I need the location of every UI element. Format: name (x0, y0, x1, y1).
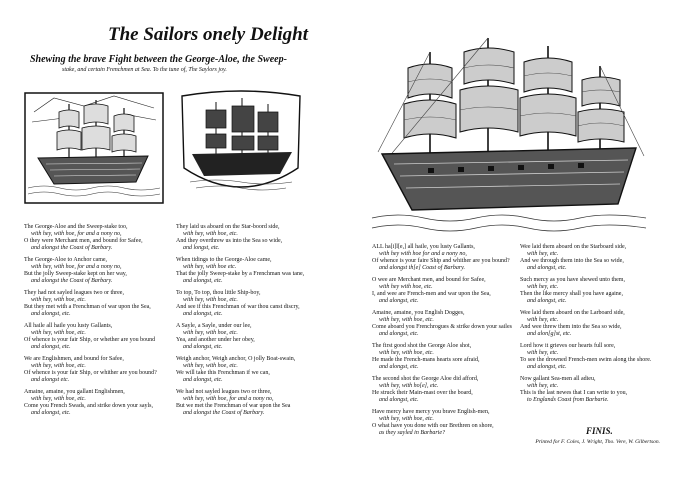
verse-line: O they were Merchant men, and bound for Safee, (24, 238, 143, 244)
stanza (176, 257, 326, 285)
verse-line: and alongst, etc. (527, 364, 567, 370)
verse-line: Wee laid them aboard on the Starboard side, (520, 244, 627, 250)
stanza (24, 389, 172, 417)
stanza (24, 356, 172, 384)
stanza (176, 224, 326, 252)
verse-line: with hey, with hoe, etc. (379, 317, 434, 323)
verse-column-3 (372, 244, 518, 442)
verse-line: Yea, and another under her obey, (176, 337, 255, 343)
finis-mark: FINIS. (586, 426, 613, 436)
stanza (520, 310, 662, 338)
verse-line: with hey, with hoe, etc. (183, 330, 238, 336)
verse-line: We had not sayled leagues two or three, (176, 389, 272, 395)
verse-line: Amaine, amaine, you gallant Englishmen, (24, 389, 125, 395)
stanza (520, 343, 662, 371)
verse-line: with hey, with hoe etc. (183, 264, 237, 270)
verse-line: with hey, with hoe, for and a nony no, (31, 231, 122, 237)
verse-line: with hey, with hoe, etc. (183, 363, 238, 369)
verse-line: They had not sayled leagues two or three, (24, 290, 124, 296)
stanza (176, 323, 326, 351)
stanza (372, 376, 518, 404)
stanza (24, 257, 172, 285)
verse-line: Amaine, amaine, you English Dogges, (372, 310, 465, 316)
verse-column-4 (520, 244, 662, 409)
verse-line: Of whence is your fair Ship, or whither are you bound? (24, 370, 157, 376)
verse-line: with hey, with hoe, etc. (31, 363, 86, 369)
verse-line: with hey, etc. (527, 383, 559, 389)
verse-line: Have mercy have mercy you brave English-men, (372, 409, 490, 415)
ballad-subtitle-cont: stake, and certain Frenchmen at Sea. To the tune of, The Saylors joy. (62, 67, 227, 73)
ballad-title: The Sailors onely Delight (107, 24, 309, 45)
verse-line: and alongst, etc. (379, 298, 419, 304)
verse-line: and alongst, etc. (183, 377, 223, 383)
verse-line: and alongst, etc. (527, 298, 567, 304)
verse-line: Such mercy as you have shewed unto them, (520, 277, 625, 283)
verse-line: and alongst, etc. (31, 410, 71, 416)
verse-line: with hey, with hoe, for and a nony no, (183, 396, 274, 402)
verse-line: Of whence is your faire Ship and whither are you bound? (372, 258, 510, 264)
stanza (372, 409, 518, 437)
verse-line: and alongst the Coast of Barbary. (31, 278, 113, 284)
verse-line: O wee are Merchant men, and bound for Safee, (372, 277, 486, 283)
verse-line: with hey, with hoe, for and a nony no, (31, 264, 122, 270)
verse-line: And we through them into the Sea so wide, (520, 258, 624, 264)
ship-woodcut-large (368, 32, 650, 238)
verse-line: We are Englishmen, and bound for Safee, (24, 356, 124, 362)
verse-line: The second shot the George Aloe did afford, (372, 376, 479, 382)
verse-line: This is the last newes that I can write to you, (520, 390, 628, 396)
verse-line: with hey, with hoe, etc. (379, 416, 434, 422)
printer-credit: Printed for F. Coles, J. Wright, Tho. Vere, W. Gilbertson. (535, 439, 660, 445)
stanza (24, 323, 172, 351)
verse-line: and alongst, etc. (31, 311, 71, 317)
verse-line: But we met the Frenchman of war upon the Sea (176, 403, 291, 409)
stanza (372, 343, 518, 371)
verse-line: And see if this Frenchman of war thou canst discry, (176, 304, 300, 310)
verse-line: and alongst, etc. (379, 331, 419, 337)
verse-line: He made the French-mans hearts sore afraid, (372, 357, 480, 363)
verse-line: O what have you done with our Brethren on shore, (372, 423, 494, 429)
stanza (176, 356, 326, 384)
verse-column-2 (176, 224, 326, 422)
verse-line: and alongst, etc. (31, 344, 71, 350)
verse-line: All haile all haile you lusty Gallants, (24, 323, 113, 329)
verse-line: with hey, with ho[e], etc. (379, 383, 439, 389)
verse-line: Then the like mercy shall you have againe, (520, 291, 623, 297)
verse-line: with hey, etc. (527, 251, 559, 257)
verse-line: Lord how it grieves our hearts full sore, (520, 343, 616, 349)
verse-line: with hey, with hoe, etc. (31, 330, 86, 336)
verse-line: When tidings to the George-Aloe came, (176, 257, 272, 263)
verse-line: They laid us aboard on the Star-boord side, (176, 224, 280, 230)
ship-woodcut-oval (176, 88, 306, 204)
verse-line: with hey, etc. (527, 317, 559, 323)
verse-line: and alongst th[e] Coast of Barbary. (379, 265, 466, 271)
verse-line: and alon[g]st, etc. (527, 331, 572, 337)
verse-line: and alongst, etc. (183, 344, 223, 350)
verse-line: But the jolly Sweep-stake kept on her way, (24, 271, 127, 277)
verse-line: Wee laid them aboard on the Larboard side, (520, 310, 625, 316)
verse-line: and alongst, etc. (183, 278, 223, 284)
verse-line: and alongst, etc. (183, 311, 223, 317)
verse-line: and alongst, etc. (527, 265, 567, 271)
stanza (372, 244, 518, 272)
verse-line: with hey with hoe for and a nony no, (379, 251, 467, 257)
verse-column-1 (24, 224, 172, 422)
verse-line: as they sayled in Barbarie? (379, 430, 445, 436)
stanza (520, 376, 662, 404)
stanza (24, 224, 172, 252)
stanza (176, 389, 326, 417)
verse-line: ALL ha[i]l[e,] all haile, you lusty Gallants, (372, 244, 475, 250)
verse-line: To top, To top, thou little Ship-boy, (176, 290, 261, 296)
verse-line: with hey, etc. (527, 350, 559, 356)
verse-line: Come aboard you Frenchrogues & strike down your sailes (372, 324, 512, 330)
verse-line: Weigh anchor, Weigh anchor, O jolly Boat-swain, (176, 356, 296, 362)
verse-line: But they met with a Frenchman of war upon the Sea, (24, 304, 151, 310)
verse-line: and alongst the Coast of Barbary. (31, 245, 113, 251)
stanza (24, 290, 172, 318)
verse-line: That the jolly Sweep-stake by a Frenchman was tane, (176, 271, 305, 277)
verse-line: And they overthrew us into the Sea so wide, (176, 238, 283, 244)
verse-line: with hey, with hoe, etc. (183, 231, 238, 237)
verse-line: with hey, with hoe, etc. (31, 297, 86, 303)
verse-line: To see the drowned French-men swim along the shore. (520, 357, 652, 363)
verse-line: with hey, with hoe, etc. (183, 297, 238, 303)
verse-line: Of whence is your fair Ship, or whether are you bound (24, 337, 156, 343)
ballad-subtitle: Shewing the brave Fight between the George-Aloe, the Sweep- (30, 54, 287, 65)
verse-line: to Englands Coast from Barbarie. (527, 397, 609, 403)
verse-line: Come you French Swads, and strike down your sayls, (24, 403, 153, 409)
ship-woodcut-left (24, 92, 164, 204)
verse-line: and alongst the Coast of Barbary. (183, 410, 265, 416)
verse-line: The George-Aloe and the Sweep-stake too, (24, 224, 128, 230)
verse-line: The George-Aloe to Anchor came, (24, 257, 108, 263)
verse-line: I, and wee are French-men and war upon the Sea, (372, 291, 491, 297)
verse-line: and alongst etc. (31, 377, 70, 383)
stanza (520, 277, 662, 305)
verse-line: and alongst, etc. (379, 364, 419, 370)
verse-line: And wee threw them into the Sea so wide, (520, 324, 622, 330)
stanza (176, 290, 326, 318)
verse-line: with hey with hoe, etc. (379, 284, 433, 290)
verse-line: and alongst, etc. (379, 397, 419, 403)
verse-line: A Sayle, a Sayle, under our lee, (176, 323, 252, 329)
verse-line: with hey, etc. (527, 284, 559, 290)
stanza (372, 310, 518, 338)
verse-line: with hey, with hoe, etc. (31, 396, 86, 402)
verse-line: with hey, with hoe, etc. (379, 350, 434, 356)
verse-line: Now gallant Sea-men all adieu, (520, 376, 596, 382)
stanza (372, 277, 518, 305)
verse-line: We will take this Frenchman if we can, (176, 370, 270, 376)
stanza (520, 244, 662, 272)
verse-line: He struck their Main-mast over the board, (372, 390, 473, 396)
verse-line: and longst, etc. (183, 245, 220, 251)
verse-line: The first good shot the George Aloe shot, (372, 343, 472, 349)
